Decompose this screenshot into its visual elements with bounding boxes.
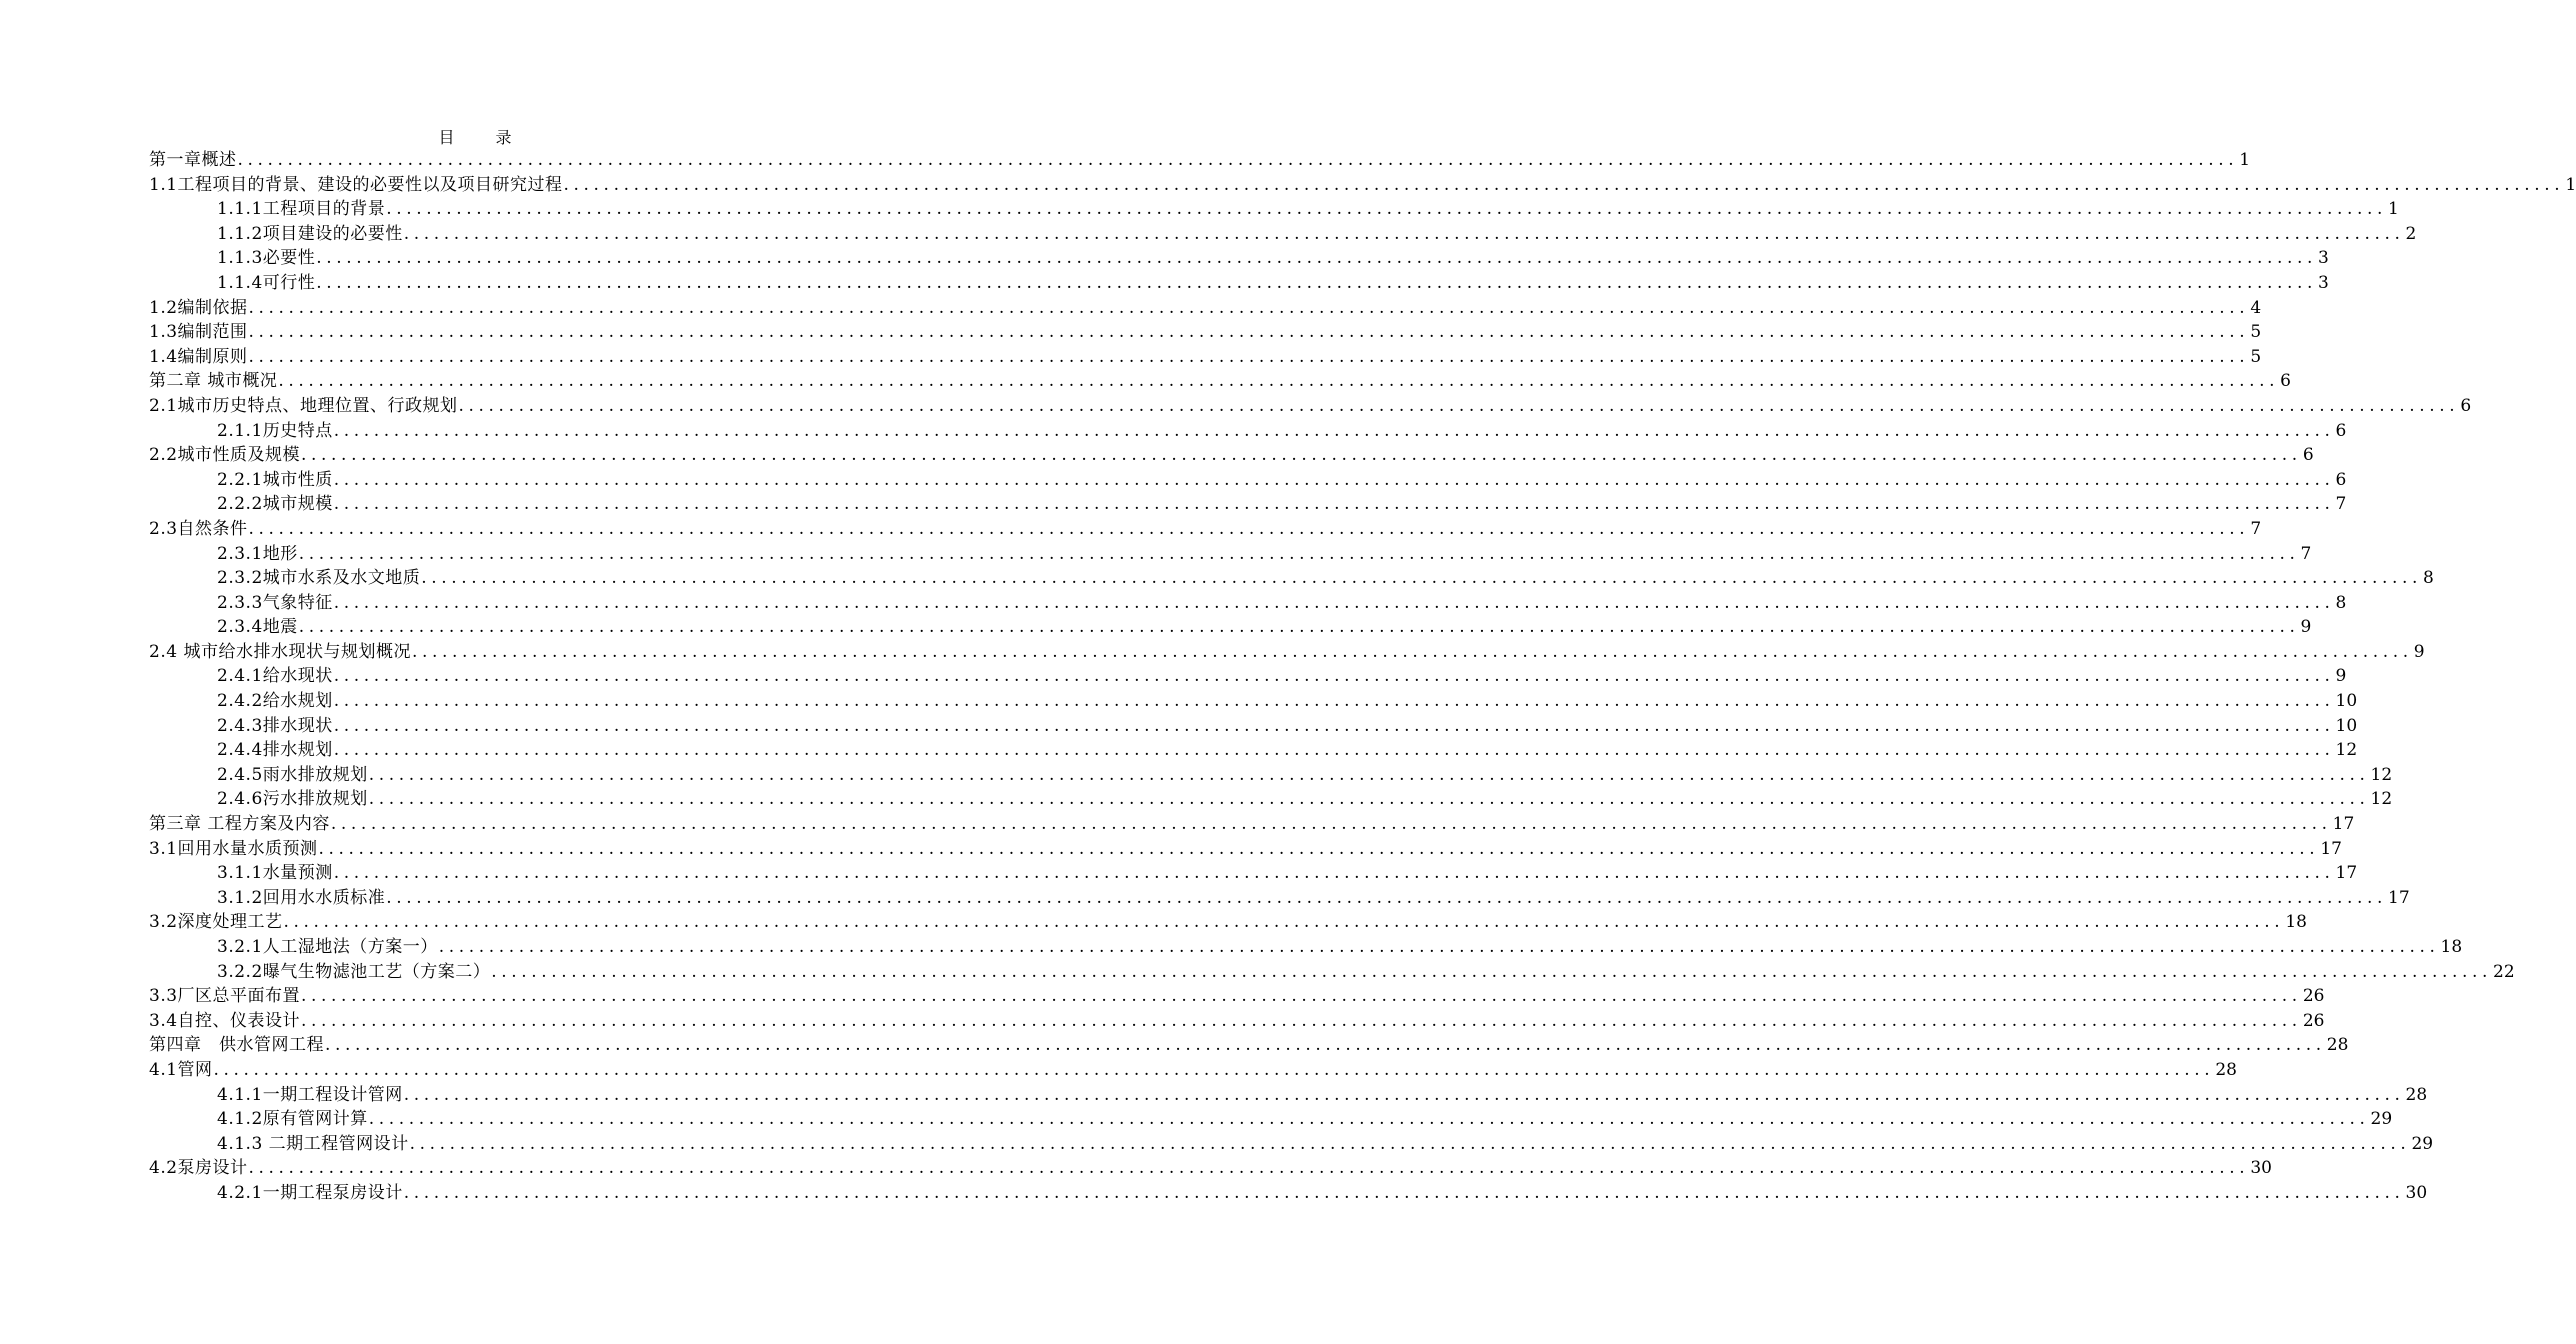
toc-entry-page-number: 7 [2335,494,2347,515]
toc-entry-label: 4.1管网 [149,1059,213,1080]
toc-entry-page-number: 6 [2302,445,2314,466]
dot-leader: ........................................................................................................................................................................................................ [318,838,2320,859]
toc-entry[interactable] [149,394,2472,419]
toc-entry-label: 第二章 城市概况 [149,371,278,392]
dot-leader: ........................................................................................................................................................................................................ [330,814,2332,835]
toc-entry-page-number: 6 [2460,395,2472,416]
toc-entry-label: 3.1.2回用水水质标准 [217,887,386,908]
toc-entry[interactable] [149,935,2463,960]
toc-entry-page-number: 6 [2335,420,2347,441]
dot-leader: ........................................................................................................................................................................................................ [333,715,2335,736]
toc-entry[interactable] [149,960,2515,985]
toc-entry-label: 2.4.1给水现状 [217,666,333,687]
toc-entry[interactable] [149,443,2314,468]
toc-entry-page-number: 6 [2335,469,2347,490]
toc-entry[interactable] [149,1009,2325,1034]
toc-entry-page-number: 28 [2215,1059,2237,1080]
dot-leader: ........................................................................................................................................................................................................ [368,764,2370,785]
toc-entry[interactable] [149,1156,2272,1181]
toc-entry-page-number: 17 [2388,887,2410,908]
toc-entry-label: 2.4 城市给水排水现状与规划概况 [149,641,411,662]
toc-entry-label: 3.4自控、仪表设计 [149,1010,301,1031]
dot-leader: ........................................................................................................................................................................................................ [563,174,2565,195]
toc-entry-page-number: 3 [2318,272,2329,293]
toc-entry[interactable] [149,173,2576,198]
toc-entry-label: 3.3厂区总平面布置 [149,986,301,1007]
toc-entry-label: 3.2.1人工湿地法（方案一） [217,937,438,957]
toc-entry-label: 2.2城市性质及规模 [149,445,301,466]
toc-entry-page-number: 17 [2332,814,2355,835]
toc-entry[interactable] [149,320,2262,345]
dot-leader: ........................................................................................................................................................................................................ [301,986,2302,1007]
toc-entry[interactable] [149,591,2347,616]
toc-entry-page-number: 26 [2302,1010,2325,1031]
toc-entry-label: 1.1工程项目的背景、建设的必要性以及项目研究过程 [149,174,563,195]
dot-leader: ........................................................................................................................................................................................................ [386,199,2388,220]
toc-entry-page-number: 18 [2285,912,2307,933]
dot-leader: ........................................................................................................................................................................................................ [301,445,2302,466]
toc-entry-page-number: 9 [2335,666,2347,687]
toc-entry-page-number: 22 [2493,961,2515,982]
toc-entry-label: 3.1回用水量水质预测 [149,838,318,859]
toc-entry-page-number: 7 [2300,543,2312,564]
dot-leader: ........................................................................................................................................................................................................ [248,297,2250,318]
toc-entry-label: 2.3.1地形 [217,543,298,564]
toc-entry-page-number: 1 [2565,174,2576,195]
toc-entry-page-number: 6 [2280,371,2291,392]
toc-entry[interactable] [149,419,2347,444]
toc-entry[interactable] [149,345,2262,370]
toc-entry-label: 1.1.1工程项目的背景 [217,199,386,220]
toc-entry-page-number: 17 [2335,863,2358,884]
dot-leader: ........................................................................................................................................................................................................ [333,420,2335,441]
toc-entry[interactable] [149,714,2358,739]
toc-entry-label: 4.1.1一期工程设计管网 [217,1084,403,1105]
toc-entry[interactable] [149,1058,2237,1083]
dot-leader: ........................................................................................................................................................................................................ [333,740,2335,761]
toc-entry-page-number: 5 [2250,346,2262,367]
toc-entry-label: 2.4.5雨水排放规划 [217,764,368,785]
toc-entry-page-number: 7 [2250,518,2262,539]
toc-entry-label: 2.4.3排水现状 [217,715,333,736]
dot-leader: ........................................................................................................................................................................................................ [298,543,2300,564]
dot-leader: ........................................................................................................................................................................................................ [403,1084,2405,1105]
toc-entry-page-number: 30 [2405,1182,2428,1203]
toc-entry-label: 2.3自然条件 [149,518,248,539]
dot-leader: ........................................................................................................................................................................................................ [248,518,2250,539]
toc-entry[interactable] [149,664,2347,689]
toc-entry-page-number: 26 [2302,986,2325,1007]
toc-entry-page-number: 28 [2326,1035,2349,1056]
toc-entry[interactable] [149,468,2347,493]
toc-entry-page-number: 1 [2388,199,2399,220]
dot-leader: ........................................................................................................................................................................................................ [333,469,2335,490]
dot-leader: ........................................................................................................................................................................................................ [301,1010,2302,1031]
toc-entry-label: 2.3.4地震 [217,617,298,638]
toc-entry-label: 2.4.4排水规划 [217,740,333,761]
toc-entry-label: 1.2编制依据 [149,297,248,318]
toc-entry-label: 4.2泵房设计 [149,1158,248,1179]
dot-leader: ........................................................................................................................................................................................................ [421,568,2423,589]
toc-entry[interactable] [149,1083,2428,1108]
toc-entry-label: 2.4.6污水排放规划 [217,789,368,810]
toc-entry-page-number: 9 [2413,641,2425,662]
dot-leader: ........................................................................................................................................................................................................ [248,1158,2250,1179]
toc-entry[interactable] [149,910,2307,935]
toc-entry-page-number: 28 [2405,1084,2428,1105]
toc-entry[interactable] [149,886,2410,911]
toc-entry-label: 2.2.1城市性质 [217,469,333,490]
toc-entry-label: 1.1.3必要性 [217,248,316,269]
toc-entry[interactable] [149,542,2312,567]
toc-entry-label: 4.1.2原有管网计算 [217,1109,368,1130]
dot-leader: ........................................................................................................................................................................................................ [283,912,2285,933]
toc-entry-label: 3.1.1水量预测 [217,863,333,884]
toc-entry-label: 第三章 工程方案及内容 [149,814,330,835]
toc-entry-label: 2.1城市历史特点、地理位置、行政规划 [149,395,458,416]
toc-entry-page-number: 9 [2300,617,2312,638]
dot-leader: ........................................................................................................................................................................................................ [409,1133,2411,1154]
toc-entry[interactable] [149,1033,2349,1058]
toc-entry-label: 4.2.1一期工程泵房设计 [217,1182,403,1203]
toc-entry-page-number: 12 [2370,764,2393,785]
toc-entry[interactable] [149,1132,2434,1157]
toc-entry-label: 第一章概述 [149,150,237,170]
dot-leader: ........................................................................................................................................................................................................ [333,494,2335,515]
toc-entry-label: 2.2.2城市规模 [217,494,333,515]
dot-leader: ........................................................................................................................................................................................................ [368,1109,2370,1130]
dot-leader: ........................................................................................................................................................................................................ [333,863,2335,884]
dot-leader: ........................................................................................................................................................................................................ [491,961,2493,982]
toc-entry[interactable] [149,369,2291,394]
table-of-contents [149,148,2576,1206]
dot-leader: ........................................................................................................................................................................................................ [316,248,2318,269]
dot-leader: ........................................................................................................................................................................................................ [333,592,2335,613]
dot-leader: ........................................................................................................................................................................................................ [333,691,2335,712]
toc-entry[interactable] [149,1181,2428,1206]
toc-entry-page-number: 29 [2370,1109,2393,1130]
toc-entry[interactable] [149,566,2434,591]
dot-leader: ........................................................................................................................................................................................................ [333,666,2335,687]
toc-entry-page-number: 1 [2239,150,2251,170]
toc-entry-label: 1.1.2项目建设的必要性 [217,223,403,244]
dot-leader: ........................................................................................................................................................................................................ [458,395,2460,416]
toc-entry[interactable] [149,787,2393,812]
toc-entry-label: 3.2.2曝气生物滤池工艺（方案二） [217,961,491,982]
toc-entry-page-number: 12 [2370,789,2393,810]
toc-entry-page-number: 10 [2335,691,2358,712]
toc-entry-label: 2.3.2城市水系及水文地质 [217,568,421,589]
toc-entry[interactable] [149,640,2425,665]
toc-entry-label: 4.1.3 二期工程管网设计 [217,1133,409,1154]
dot-leader: ........................................................................................................................................................................................................ [248,346,2250,367]
dot-leader: ........................................................................................................................................................................................................ [278,371,2280,392]
toc-entry-page-number: 2 [2405,223,2417,244]
dot-leader: ........................................................................................................................................................................................................ [438,937,2440,957]
toc-entry-page-number: 8 [2423,568,2434,589]
toc-entry[interactable] [149,615,2312,640]
dot-leader: ........................................................................................................................................................................................................ [403,1182,2405,1203]
toc-entry[interactable] [149,738,2358,763]
dot-leader: ........................................................................................................................................................................................................ [316,272,2318,293]
toc-entry-page-number: 5 [2250,322,2262,343]
toc-entry-page-number: 30 [2250,1158,2272,1179]
toc-entry-page-number: 18 [2440,937,2463,957]
toc-entry-page-number: 8 [2335,592,2347,613]
toc-entry[interactable] [149,148,2251,173]
toc-entry[interactable] [149,517,2262,542]
toc-entry-page-number: 4 [2250,297,2262,318]
toc-entry-label: 2.1.1历史特点 [217,420,333,441]
toc-entry[interactable] [149,812,2355,837]
dot-leader: ........................................................................................................................................................................................................ [411,641,2413,662]
dot-leader: ........................................................................................................................................................................................................ [386,887,2388,908]
toc-entry-page-number: 3 [2318,248,2329,269]
toc-entry-label: 1.3编制范围 [149,322,248,343]
toc-entry-label: 第四章 供水管网工程 [149,1035,324,1056]
toc-entry[interactable] [149,222,2417,247]
dot-leader: ........................................................................................................................................................................................................ [403,223,2405,244]
toc-entry-label: 1.4编制原则 [149,346,248,367]
toc-entry-page-number: 10 [2335,715,2358,736]
dot-leader: ........................................................................................................................................................................................................ [237,150,2239,170]
toc-entry-page-number: 29 [2411,1133,2434,1154]
toc-entry[interactable] [149,271,2329,296]
toc-entry[interactable] [149,492,2347,517]
toc-entry[interactable] [149,763,2393,788]
toc-entry[interactable] [149,1107,2393,1132]
dot-leader: ........................................................................................................................................................................................................ [368,789,2370,810]
toc-entry-label: 2.4.2给水规划 [217,691,333,712]
dot-leader: ........................................................................................................................................................................................................ [298,617,2300,638]
toc-entry[interactable] [149,246,2329,271]
toc-entry-label: 2.3.3气象特征 [217,592,333,613]
toc-title: 目 录 [438,128,530,147]
toc-entry[interactable] [149,984,2325,1009]
dot-leader: ........................................................................................................................................................................................................ [325,1035,2326,1056]
toc-entry-page-number: 12 [2335,740,2358,761]
toc-entry-page-number: 17 [2320,838,2342,859]
toc-entry-label: 3.2深度处理工艺 [149,912,283,933]
toc-entry-label: 1.1.4可行性 [217,272,316,293]
toc-entry[interactable] [149,689,2358,714]
toc-entry[interactable] [149,197,2399,222]
dot-leader: ........................................................................................................................................................................................................ [213,1059,2215,1080]
toc-entry[interactable] [149,296,2262,321]
dot-leader: ........................................................................................................................................................................................................ [248,322,2250,343]
toc-entry[interactable] [149,837,2342,862]
toc-entry[interactable] [149,861,2358,886]
